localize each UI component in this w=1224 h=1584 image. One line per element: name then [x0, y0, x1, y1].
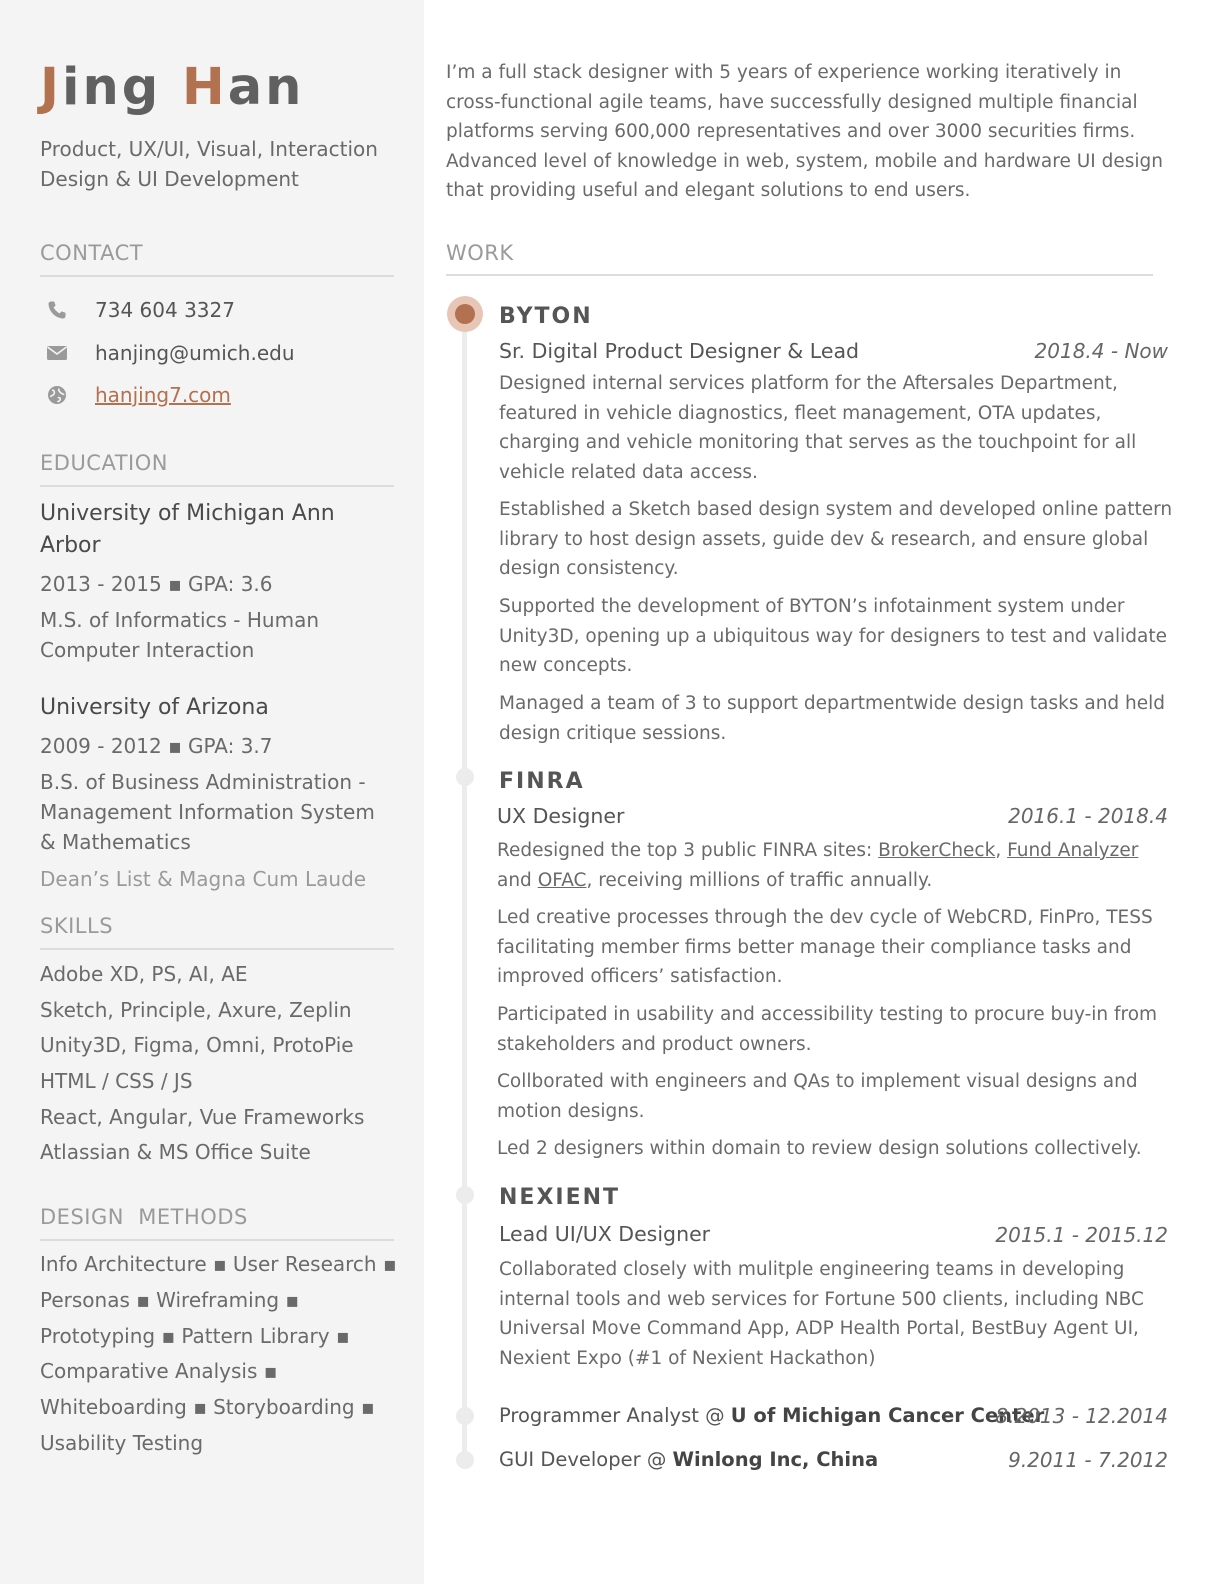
phone-icon: [40, 300, 74, 320]
skill-item: Atlassian & MS Office Suite: [40, 1140, 311, 1164]
contact-phone: [40, 295, 235, 325]
school-honors: Dean’s List & Magna Cum Laude: [40, 867, 367, 891]
education-divider: [40, 485, 394, 487]
last-name-rest: an: [227, 58, 305, 117]
tagline-line: Design & UI Development: [40, 167, 299, 191]
first-name-rest: ing: [61, 58, 162, 117]
contact-email: [40, 338, 295, 368]
job-bullet: Supported the development of BYTON’s infotainment system under Unity3D, opening up a ubiquitous way for designers to test and validate new concepts.: [499, 596, 1167, 677]
job-role: Sr. Digital Product Designer & Lead: [499, 339, 860, 363]
school-years: 2009 - 2012 ▪ GPA: 3.7: [40, 734, 273, 758]
job-bullet: Participated in usability and accessibility testing to procure buy-in from stakeholders and product owners.: [497, 1004, 1158, 1055]
minor-job-org: U of Michigan Cancer Center: [730, 1404, 1045, 1427]
work-divider: [446, 274, 1153, 276]
job-role: UX Designer: [497, 804, 625, 828]
job-bullet: [497, 836, 1172, 895]
education-heading: EDUCATION: [40, 451, 168, 475]
summary: I’m a full stack designer with 5 years of experience working iteratively in cross-functional agile teams, have successfully designed multiple financial platforms serving 600,000 representatives and over 3000 securities firms. Advanced level of knowledge in web, system, mobile and hardware UI design that providing useful and elegant solutions to end users.: [446, 62, 1163, 202]
timeline-dot: [456, 1451, 474, 1469]
minor-job-role: Programmer Analyst @: [499, 1404, 731, 1427]
degree-line: B.S. of Business Administration -: [40, 770, 366, 794]
methods-list: Info Architecture ▪ User Research ▪ Personas ▪ Wireframing ▪ Prototyping ▪ Pattern Library ▪ Comparative Analysis ▪ Whiteboarding ▪ Storyboarding ▪ Usability Testing: [40, 1252, 397, 1455]
envelope-icon: [40, 345, 74, 361]
bullet-text: and: [497, 869, 538, 891]
company-name: NEXIENT: [499, 1185, 621, 1210]
brokercheck-link[interactable]: BrokerCheck: [878, 840, 996, 861]
contact-heading: CONTACT: [40, 241, 144, 265]
degree-line: Computer Interaction: [40, 638, 255, 662]
skill-item: React, Angular, Vue Frameworks: [40, 1105, 365, 1129]
timeline-dot: [456, 768, 474, 786]
minor-job: [499, 1402, 1044, 1430]
website-link[interactable]: hanjing7.com: [95, 383, 231, 407]
timeline-dot: [456, 1186, 474, 1204]
bullet-text: ,: [995, 840, 1008, 861]
methods-divider: [40, 1239, 394, 1241]
candidate-name: [40, 56, 304, 120]
bullet-text: , receiving millions of traffic annually.: [586, 869, 933, 891]
contact-website: [40, 380, 231, 410]
tagline-line: Product, UX/UI, Visual, Interaction: [40, 137, 378, 161]
job-bullet: Managed a team of 3 to support departmentwide design tasks and held design critique sessions.: [499, 693, 1166, 744]
minor-job-date: 8.2013 - 12.2014: [995, 1404, 1168, 1428]
degree-line: & Mathematics: [40, 830, 191, 854]
tagline: [40, 134, 410, 194]
school-name: [40, 498, 400, 562]
job-bullet: Designed internal services platform for the Aftersales Department, featured in vehicle diagnostics, fleet management, OTA updates, charging and vehicle monitoring that serves as the touchpoint for all vehicle related data access.: [499, 373, 1137, 483]
timeline-line: [462, 314, 467, 1464]
school-degree: [40, 605, 400, 665]
first-initial: J: [40, 58, 62, 117]
globe-icon: [40, 385, 74, 405]
contact-divider: [40, 275, 394, 277]
skill-item: Adobe XD, PS, AI, AE: [40, 962, 248, 986]
last-initial: H: [182, 58, 228, 117]
phone-number: 734 604 3327: [95, 298, 235, 322]
skill-item: Sketch, Principle, Axure, Zeplin: [40, 998, 352, 1022]
minor-job-role: GUI Developer @: [499, 1448, 673, 1471]
skills-heading: SKILLS: [40, 914, 114, 938]
timeline-dot: [456, 1407, 474, 1425]
job-date: 2015.1 - 2015.12: [995, 1223, 1168, 1247]
school-degree: [40, 767, 400, 857]
bullet-text: Redesigned the top 3 public FINRA sites:: [497, 840, 879, 861]
job-bullet: Established a Sketch based design system and developed online pattern library to host design assets, guide dev & research, and ensure global design consistency.: [499, 499, 1173, 580]
skills-divider: [40, 948, 394, 950]
degree-line: Management Information System: [40, 800, 375, 824]
school-name: University of Arizona: [40, 695, 269, 720]
degree-line: M.S. of Informatics - Human: [40, 608, 319, 632]
school-name-line: Arbor: [40, 533, 101, 558]
job-role: Lead UI/UX Designer: [499, 1222, 711, 1246]
job-bullet: Led 2 designers within domain to review design solutions collectively.: [497, 1138, 1142, 1159]
job-date: 2016.1 - 2018.4: [1008, 804, 1168, 828]
work-heading: WORK: [446, 241, 514, 265]
fund-analyzer-link[interactable]: Fund Analyzer: [1007, 840, 1139, 861]
job-bullet: Collaborated closely with mulitple engineering teams in developing internal tools and web services for Fortune 500 clients, including NBC Universal Move Command App, ADP Health Portal, BestBuy Agent UI, Nexient Expo (#1 of Nexient Hackathon): [499, 1259, 1144, 1369]
company-name: BYTON: [499, 304, 593, 329]
methods-heading: DESIGN METHODS: [40, 1205, 248, 1229]
minor-job: [499, 1446, 878, 1474]
minor-job-date: 9.2011 - 7.2012: [1008, 1448, 1168, 1472]
minor-job-org: Winlong Inc, China: [672, 1448, 879, 1471]
school-name-line: University of Michigan Ann: [40, 501, 335, 526]
timeline-dot-active: [447, 296, 483, 332]
job-date: 2018.4 - Now: [1034, 339, 1168, 363]
school-years: 2013 - 2015 ▪ GPA: 3.6: [40, 572, 273, 596]
ofac-link[interactable]: OFAC: [537, 869, 587, 891]
skill-item: HTML / CSS / JS: [40, 1069, 193, 1093]
company-name: FINRA: [499, 769, 585, 794]
email-address[interactable]: hanjing@umich.edu: [95, 341, 295, 365]
job-bullet: Collborated with engineers and QAs to implement visual designs and motion designs.: [497, 1071, 1138, 1122]
job-bullet: Led creative processes through the dev cycle of WebCRD, FinPro, TESS facilitating member firms better manage their compliance tasks and improved officers’ satisfaction.: [497, 907, 1153, 988]
skill-item: Unity3D, Figma, Omni, ProtoPie: [40, 1033, 354, 1057]
